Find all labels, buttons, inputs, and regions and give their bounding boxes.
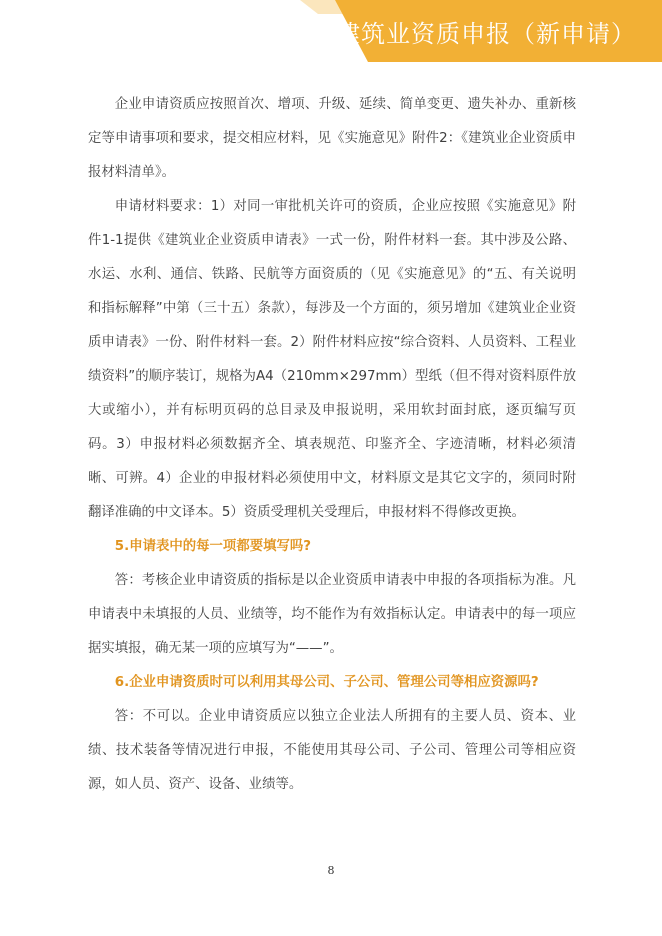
document-body (88, 88, 576, 802)
header-band (0, 0, 662, 62)
question-heading-5: 5.申请表中的每一项都要填写吗? (114, 539, 312, 554)
page-number: 8 (327, 864, 335, 877)
header-title: 建筑业资质申报（新申请） (336, 20, 636, 48)
answer-paragraph-6: 答：不可以。企业申请资质应以独立企业法人所拥有的主要人员、资本、业绩、技术装备等情况进行申报，不能使用其母公司、子公司、管理公司等相应资源，如人员、资产、设备、业绩等。 (88, 709, 576, 792)
answer-paragraph-5: 答：考核企业申请资质的指标是以企业资质申请表中申报的各项指标为准。凡申请表中未填报的人员、业绩等，均不能作为有效指标认定。申请表中的每一项应据实填报，确无某一项的应填写为“——”。 (88, 573, 576, 656)
paragraph-application-items: 企业申请资质应按照首次、增项、升级、延续、简单变更、遗失补办、重新核定等申请事项和要求，提交相应材料，见《实施意见》附件2：《建筑业企业资质申报材料清单》。 (88, 97, 576, 180)
paragraph-material-requirements: 申请材料要求：1）对同一审批机关许可的资质，企业应按照《实施意见》附件1-1提供《建筑业企业资质申请表》一式一份，附件材料一套。其中涉及公路、水运、水利、通信、铁路、民航等方面资质的（见《实施意见》的“五、有关说明和指标解释”中第（三十五）条款），每涉及一个方面的，须另增加《建筑业企业资质申请表》一份、附件材料一套。2）附件材料应按“综合资料、人员资料、工程业绩资料”的顺序装订，规格为A4（210mm×297mm）型纸（但不得对资料原件放大或缩小），并有标明页码的总目录及申报说明，采用软封面封底，逐页编写页码。3）申报材料必须数据齐全、填表规范、印鉴齐全、字迹清晰，材料必须清晰、可辨。4）企业的申报材料必须使用中文，材料原文是其它文字的，须同时附翻译准确的中文译本。5）资质受理机关受理后，申报材料不得修改更换。 (88, 199, 576, 520)
question-heading-6: 6.企业申请资质时可以利用其母公司、子公司、管理公司等相应资源吗? (114, 675, 539, 690)
